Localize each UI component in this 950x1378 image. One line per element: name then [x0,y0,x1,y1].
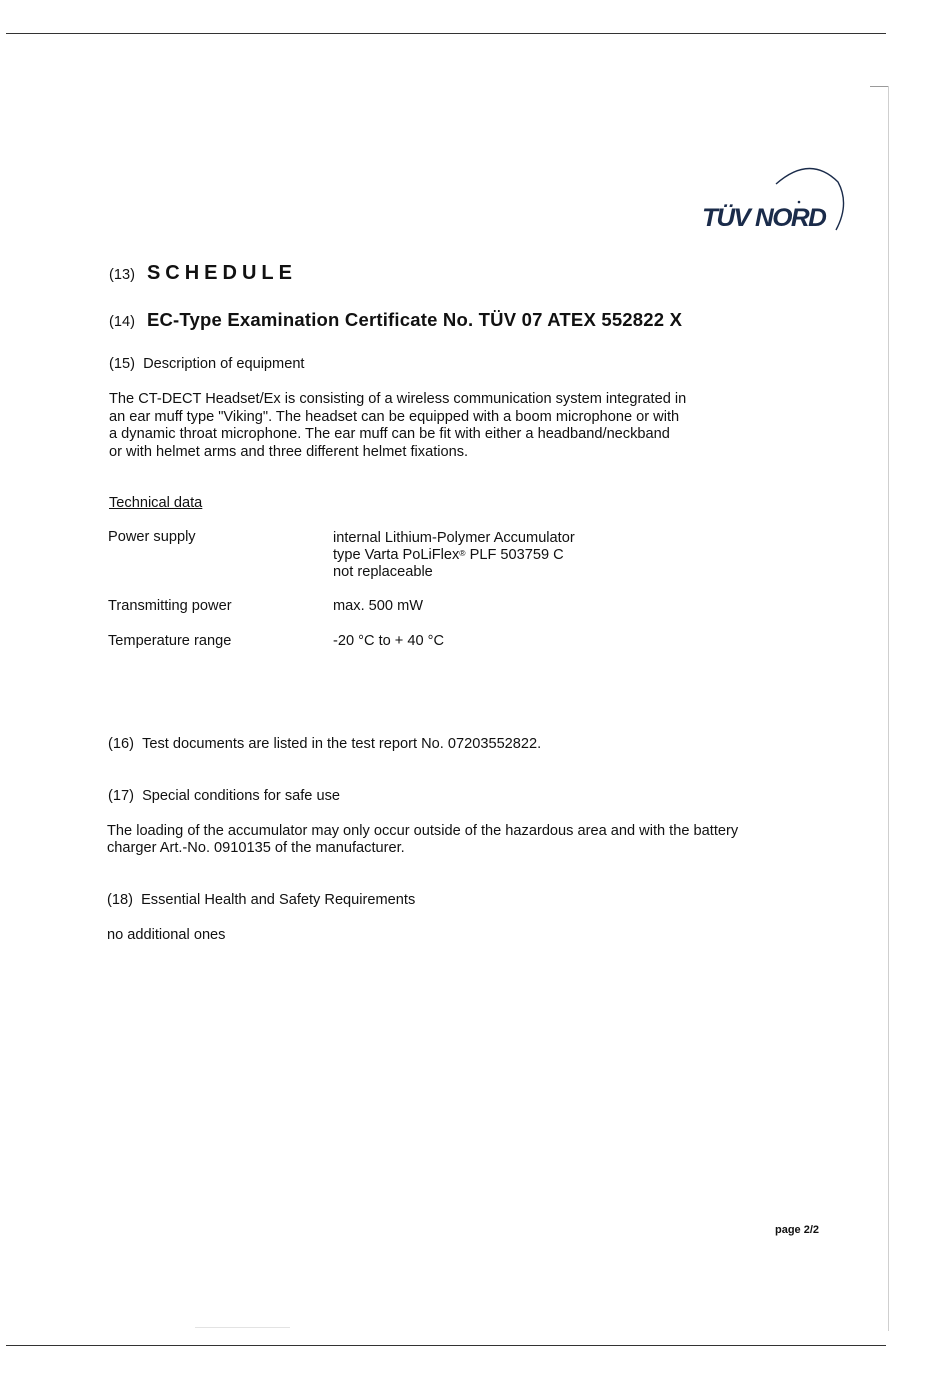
power-supply-line-2 [333,547,575,564]
description-line: or with helmet arms and three different helmet fixations. [109,443,469,460]
transmitting-power-label: Transmitting power [108,598,232,614]
temperature-range-label: Temperature range [108,633,232,649]
description-line: a dynamic throat microphone. The ear muff can be fit with either a headband/neckband [109,426,670,443]
special-conditions-heading [108,787,340,805]
certificate-heading [109,309,682,331]
bottom-rule [6,1345,886,1346]
description-line: an ear muff type "Viking". The headset can be equipped with a boom microphone or with [109,408,680,425]
description-heading [109,355,305,373]
power-supply-label: Power supply [108,529,196,545]
schedule-heading [109,262,297,285]
power-supply-value [333,530,575,581]
tuv-nord-logo [698,160,858,240]
temperature-range-value: -20 °C to + 40 °C [333,633,445,649]
ehsr-number: (18) [107,892,133,908]
ehsr-heading [107,891,415,909]
power-supply-model: PLF 503759 C [465,547,564,563]
schedule-title: SCHEDULE [146,262,297,284]
special-conditions-line: charger Art.-No. 0910135 of the manufacturer. [107,840,405,856]
certificate-title: EC-Type Examination Certificate No. TÜV 07 ATEX 552822 X [146,309,683,330]
page-edge-tick [870,86,888,87]
registered-mark: ® [459,548,466,558]
certificate-number: (14) [109,314,135,330]
schedule-number: (13) [109,267,135,283]
page-edge-line [888,86,889,1331]
test-documents-number: (16) [108,736,134,752]
technical-data-heading: Technical data [109,495,203,511]
test-documents-text: Test documents are listed in the test report No. 07203552822. [142,736,542,752]
scan-artifact-line [195,1327,290,1328]
power-supply-line: internal Lithium-Polymer Accumulator [333,530,575,546]
logo-text: TÜV NORD [702,204,826,232]
special-conditions-paragraph [107,823,738,857]
page-number: page 2/2 [775,1224,820,1236]
special-conditions-line: The loading of the accumulator may only occur outside of the hazardous area and with the battery [107,823,739,839]
description-label: Description of equipment [143,356,305,372]
special-conditions-label: Special conditions for safe use [142,788,341,804]
special-conditions-number: (17) [108,788,134,804]
ehsr-label: Essential Health and Safety Requirements [141,892,416,908]
power-supply-line: not replaceable [333,564,433,580]
transmitting-power-value: max. 500 mW [333,598,424,614]
ehsr-text: no additional ones [107,927,226,943]
description-line: The CT-DECT Headset/Ex is consisting of a wireless communication system integrated in [109,391,687,407]
top-rule [6,33,886,34]
description-paragraph [109,391,769,461]
test-documents [108,735,541,753]
power-supply-type: type Varta PoLiFlex [333,547,460,563]
description-number: (15) [109,356,135,372]
